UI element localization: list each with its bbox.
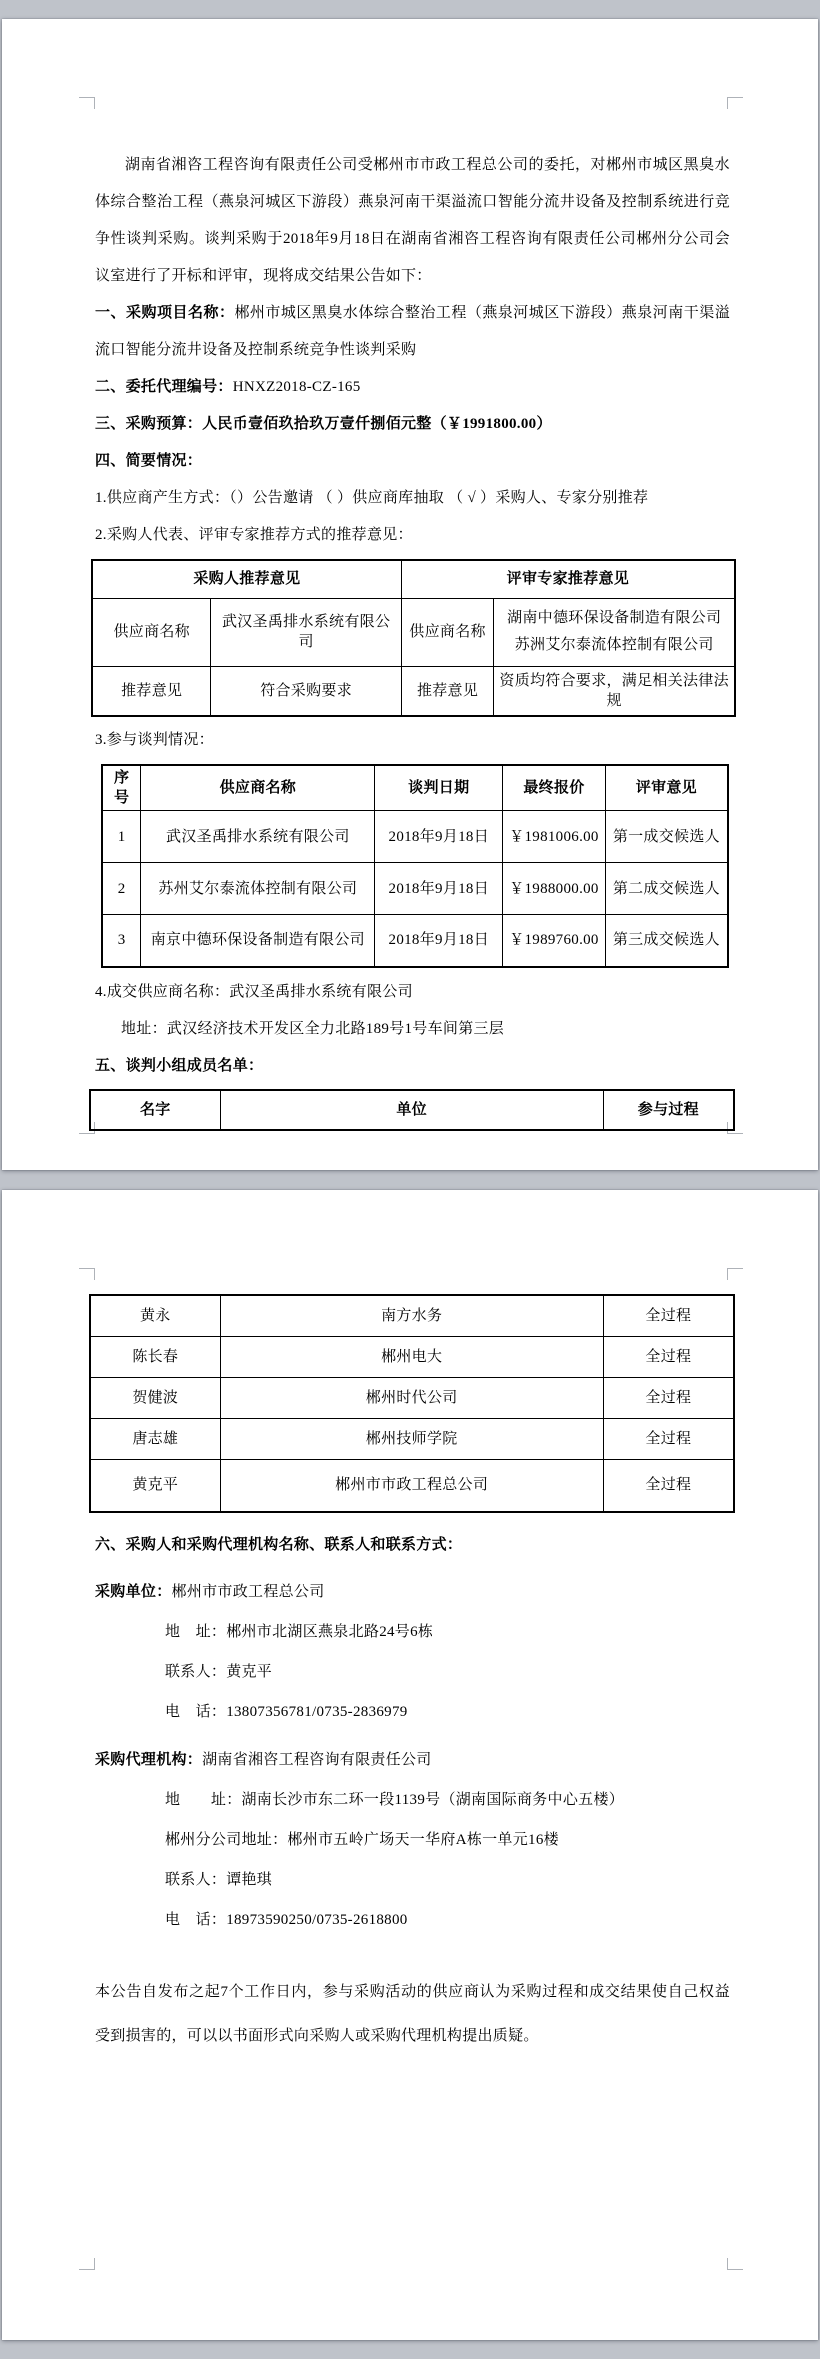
table-cell: 南京中德环保设备制造有限公司 — [141, 915, 375, 967]
panel-table-header — [89, 1089, 735, 1131]
table-cell: 第一成交候选人 — [605, 811, 728, 863]
table-cell: 2018年9月18日 — [375, 863, 503, 915]
table-cell: ￥1988000.00 — [503, 863, 606, 915]
table-cell: 1 — [102, 811, 141, 863]
table-cell: 推荐意见 — [401, 666, 494, 716]
buyer-phone: 电 话：13807356781/0735-2836979 — [165, 1704, 408, 1720]
col-header-org: 单位 — [220, 1090, 603, 1130]
section-2 — [95, 369, 730, 406]
table-header-row — [102, 765, 728, 811]
table-cell: 第三成交候选人 — [605, 915, 728, 967]
panel-table-continued — [89, 1294, 735, 1513]
section-1-text: 郴州市城区黑臭水体综合整治工程（燕泉河城区下游段）燕泉河南干渠溢流口智能分流井设备及控制系统竞争性谈判采购 — [95, 305, 730, 358]
table-row — [90, 1336, 734, 1377]
member-name: 黄克平 — [90, 1459, 220, 1512]
table-cell: ￥1989760.00 — [503, 915, 606, 967]
margin-mark-bottom-right — [727, 2258, 743, 2270]
table-cell: 供应商名称 — [401, 598, 494, 666]
section-1 — [95, 295, 730, 369]
member-org: 郴州市市政工程总公司 — [220, 1459, 603, 1512]
member-org: 郴州电大 — [220, 1336, 603, 1377]
table-row — [90, 1459, 734, 1512]
table-row — [102, 863, 728, 915]
table-cell: ￥1981006.00 — [503, 811, 606, 863]
table-row — [90, 1377, 734, 1418]
section-5-label: 五、谈判小组成员名单： — [95, 1057, 264, 1074]
table-cell: 推荐意见 — [92, 666, 211, 716]
table-cell: 2018年9月18日 — [375, 915, 503, 967]
table-cell: 资质均符合要求，满足相关法律法规 — [494, 666, 735, 716]
page-1-content — [2, 19, 818, 1131]
buyer-recommend-header: 采购人推荐意见 — [92, 560, 401, 598]
table-row — [90, 1418, 734, 1459]
member-org: 郴州时代公司 — [220, 1377, 603, 1418]
section-2-text: HNXZ2018-CZ-165 — [232, 379, 361, 395]
member-name: 陈长春 — [90, 1336, 220, 1377]
agency-contact-block — [95, 1740, 730, 1940]
winner-line — [95, 974, 730, 1011]
member-name: 黄永 — [90, 1295, 220, 1336]
expert-recommend-header: 评审专家推荐意见 — [401, 560, 735, 598]
table-header-row — [90, 1090, 734, 1130]
table-row — [102, 811, 728, 863]
member-process: 全过程 — [603, 1295, 734, 1336]
table-cell: 2 — [102, 863, 141, 915]
agency-phone: 电 话：18973590250/0735-2618800 — [165, 1912, 408, 1928]
table-cell: 武汉圣禹排水系统有限公司 — [211, 598, 401, 666]
intro-paragraph: 湖南省湘咨工程咨询有限责任公司受郴州市市政工程总公司的委托，对郴州市城区黑臭水体综合整治工程（燕泉河城区下游段）燕泉河南干渠溢流口智能分流井设备及控制系统进行竞争性谈判采购。谈判采购于2018年9月18日在湖南省湘咨工程咨询有限责任公司郴州分公司会议室进行了开标和评审，现将成交结果公告如下： — [95, 157, 730, 284]
table-cell: 供应商名称 — [92, 598, 211, 666]
table-row — [92, 598, 735, 666]
margin-mark-bottom-left — [79, 2258, 95, 2270]
page-2 — [2, 1190, 818, 2340]
agency-line — [95, 1740, 730, 1780]
col-header-price: 最终报价 — [503, 765, 606, 811]
agency-name: 湖南省湘咨工程咨询有限责任公司 — [202, 1752, 432, 1768]
closing-paragraph: 本公告自发布之起7个工作日内，参与采购活动的供应商认为采购过程和成交结果使自己权益受到损害的，可以以书面形式向采购人或采购代理机构提出质疑。 — [95, 1984, 730, 2044]
col-header-date: 谈判日期 — [375, 765, 503, 811]
buyer-address: 地 址：郴州市北湖区燕泉北路24号6栋 — [165, 1624, 434, 1640]
member-process: 全过程 — [603, 1418, 734, 1459]
member-process: 全过程 — [603, 1459, 734, 1512]
member-name: 唐志雄 — [90, 1418, 220, 1459]
winner-label: 4.成交供应商名称： — [95, 983, 230, 1000]
buyer-line — [95, 1572, 730, 1612]
buyer-contact-block — [95, 1572, 730, 1732]
table-cell: 武汉圣禹排水系统有限公司 — [141, 811, 375, 863]
page-1 — [2, 19, 818, 1170]
agency-label: 采购代理机构： — [95, 1752, 203, 1768]
recommendation-table — [91, 559, 736, 717]
recommend-opinion-line: 2.采购人代表、评审专家推荐方式的推荐意见： — [95, 527, 413, 543]
col-header-name: 名字 — [90, 1090, 220, 1130]
section-3 — [95, 406, 730, 443]
supplier-method-line: 1.供应商产生方式：（）公告邀请 （ ）供应商库抽取 （ √ ）采购人、专家分别推荐 — [95, 490, 649, 506]
table-row — [92, 666, 735, 716]
table-row — [90, 1295, 734, 1336]
table-cell: 苏州艾尔泰流体控制有限公司 — [141, 863, 375, 915]
section-2-label: 二、委托代理编号： — [95, 379, 233, 395]
agency-branch-address: 郴州分公司地址：郴州市五岭广场天一华府A栋一单元16楼 — [165, 1832, 559, 1848]
negotiation-line: 3.参与谈判情况： — [95, 732, 214, 748]
agency-contact-person: 联系人：谭艳琪 — [165, 1872, 273, 1888]
buyer-contact-person: 联系人：黄克平 — [165, 1664, 273, 1680]
table-cell: 3 — [102, 915, 141, 967]
table-cell: 2018年9月18日 — [375, 811, 503, 863]
section-1-label: 一、采购项目名称： — [95, 305, 235, 321]
member-org: 郴州技师学院 — [220, 1418, 603, 1459]
section-4-label: 四、简要情况： — [95, 453, 203, 469]
winner-address: 地址：武汉经济技术开发区全力北路189号1号车间第三层 — [121, 1020, 505, 1037]
member-process: 全过程 — [603, 1336, 734, 1377]
col-header-opinion: 评审意见 — [605, 765, 728, 811]
buyer-label: 采购单位： — [95, 1584, 172, 1600]
expert-supplier-2: 苏洲艾尔泰流体控制有限公司 — [514, 637, 714, 653]
col-header-supplier: 供应商名称 — [141, 765, 375, 811]
member-org: 南方水务 — [220, 1295, 603, 1336]
table-cell: 第二成交候选人 — [605, 863, 728, 915]
section-3-label: 三、采购预算： — [95, 416, 203, 432]
member-process: 全过程 — [603, 1377, 734, 1418]
agency-address: 地 址：湖南长沙市东二环一段1139号（湖南国际商务中心五楼） — [165, 1792, 625, 1808]
col-header-seq: 序号 — [102, 765, 141, 811]
section-6-label: 六、采购人和采购代理机构名称、联系人和联系方式： — [95, 1537, 463, 1553]
buyer-name: 郴州市市政工程总公司 — [171, 1584, 325, 1600]
page-2-content — [2, 1190, 818, 2058]
negotiation-table — [101, 764, 729, 968]
member-name: 贺健波 — [90, 1377, 220, 1418]
table-row — [92, 560, 735, 598]
winner-name: 武汉圣禹排水系统有限公司 — [229, 983, 413, 1000]
col-header-process: 参与过程 — [603, 1090, 734, 1130]
expert-supplier-1: 湖南中德环保设备制造有限公司 — [507, 610, 722, 626]
table-row — [102, 915, 728, 967]
table-cell: 符合采购要求 — [211, 666, 401, 716]
table-cell — [494, 598, 735, 666]
section-3-text: 人民币壹佰玖拾玖万壹仟捌佰元整（￥1991800.00） — [202, 416, 552, 432]
